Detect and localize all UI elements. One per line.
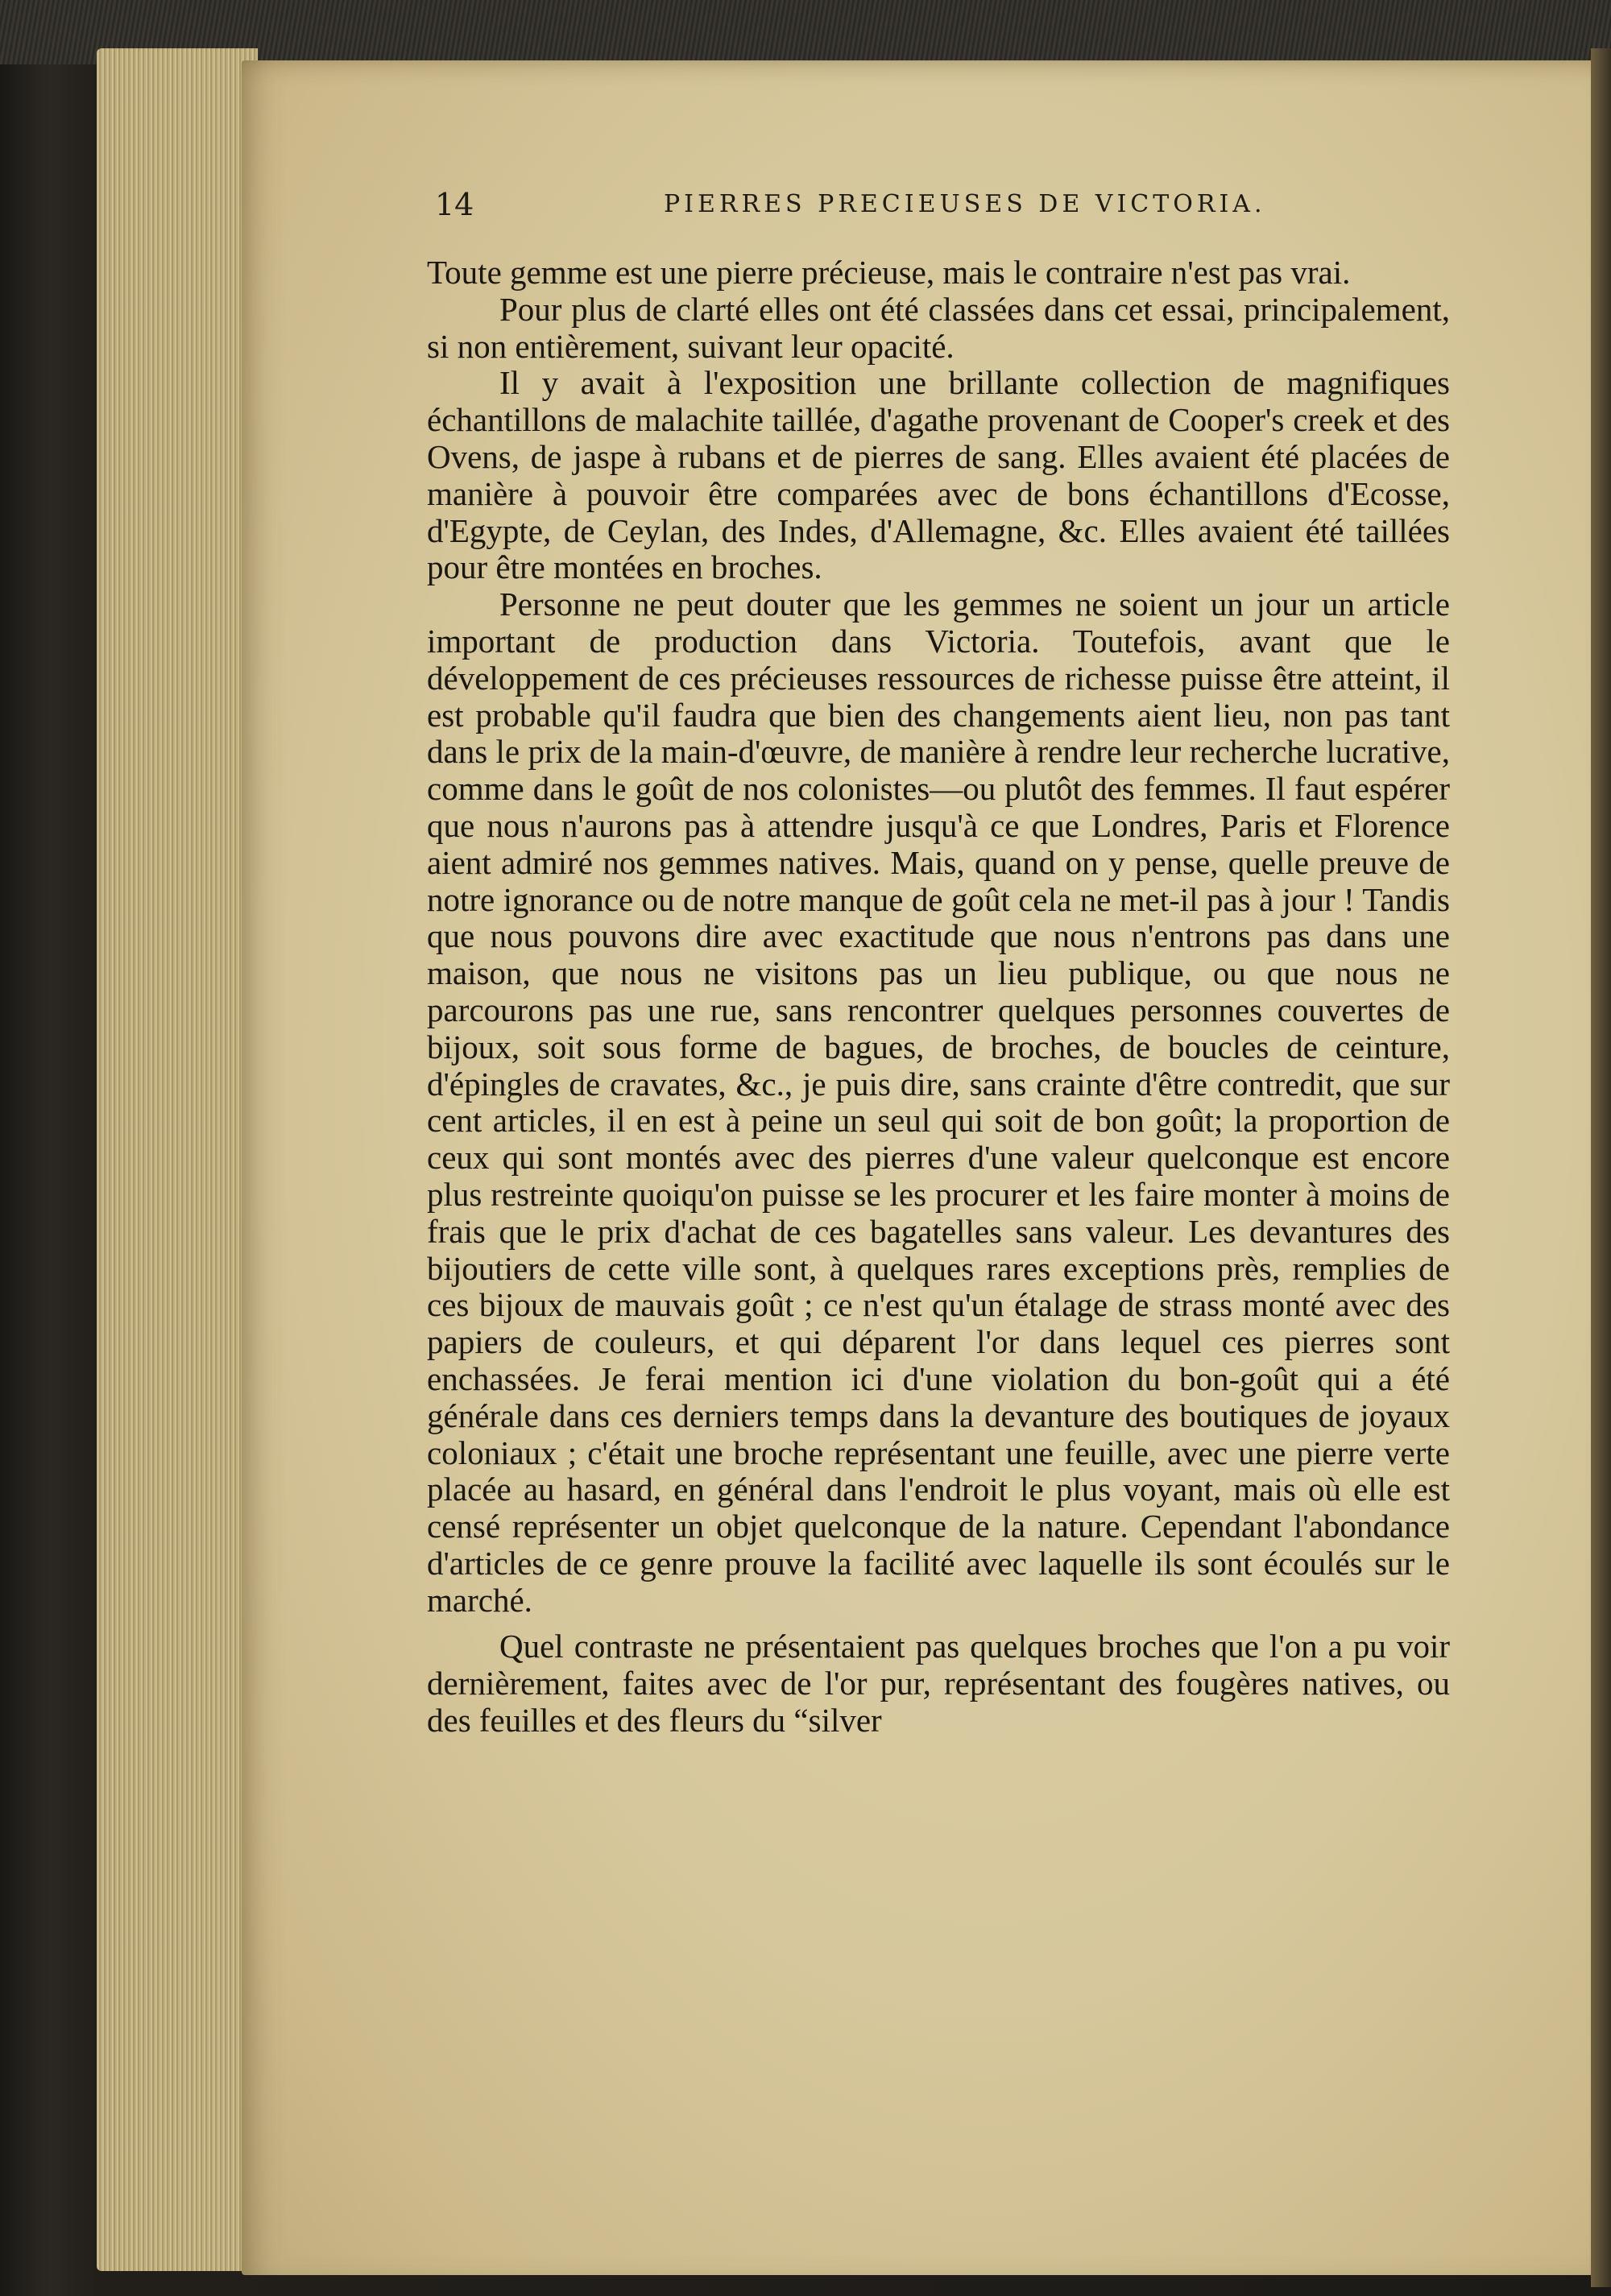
paragraph: Pour plus de clarté elles ont été classées dans cet essai, principalement, si non entièrement, suivant leur opacité. <box>427 290 1450 365</box>
paragraph: Quel contraste ne présentaient pas quelques broches que l'on a pu voir dernièrement, faites avec de l'or pur, représentant des fougères natives, ou des feuilles et des fleurs du “silver <box>427 1628 1450 1740</box>
page-body <box>427 254 1450 1740</box>
page-edges-stack <box>97 48 258 2271</box>
paragraph: Il y avait à l'exposition une brillante collection de magnifiques échantillons de malachite taillée, d'agathe provenant de Cooper's creek et des Ovens, de jaspe à rubans et de pierres de sang. Elles avaient été placées de manière à pouvoir être comparées avec de bons échantillons d'Ecosse, d'Egypte, de Ceylan, des Indes, d'Allemagne, &c. Elles avaient été taillées pour être montées en broches. <box>427 364 1450 586</box>
paragraph: Personne ne peut douter que les gemmes ne soient un jour un article important de production dans Victoria. Toutefois, avant que le développement de ces précieuses ressources de richesse puisse être atteint, il est probable qu'il faudra que bien des changements aient lieu, non pas tant dans le prix de la main-d'œuvre, de manière à rendre leur recherche lucrative, comme dans le goût de nos colonistes—ou plutôt des femmes. Il faut espérer que nous n'aurons pas à attendre jusqu'à ce que Londres, Paris et Florence aient admiré nos gemmes natives. Mais, quand on y pense, quelle preuve de notre ignorance ou de notre manque de goût cela ne met-il pas à jour ! Tandis que nous pouvons dire avec exactitude que nous n'entrons pas dans une maison, que nous ne visitons pas un lieu publique, ou que nous ne parcourons pas une rue, sans rencontrer quelques personnes couvertes de bijoux, soit sous forme de bagues, de broches, de boucles de ceinture, d'épingles de cravates, &c., je puis dire, sans crainte d'être contredit, que sur cent articles, il en est à peine un seul qui soit de bon goût; la proportion de ceux qui sont montés avec des pierres d'une valeur quelconque est encore plus restreinte quoiqu'on puisse se les procurer et les faire monter à moins de frais que le prix d'achat de ces bagatelles sans valeur. Les devantures des bijoutiers de cette ville sont, à quelques rares exceptions près, remplies de ces bijoux de mauvais goût ; ce n'est qu'un étalage de strass monté avec des papiers de couleurs, et qui déparent l'or dans lequel ces pierres sont enchassées. Je ferai mention ici d'une violation du bon-goût qui a été générale dans ces derniers temps dans la devanture des boutiques de joyaux coloniaux ; c'était une broche représentant une feuille, avec une pierre verte placée au hasard, en général dans l'endroit le plus voyant, mais où elle est censé représenter un objet quelconque de la nature. Cependant l'abondance d'articles de ce genre prouve la facilité avec laquelle ils sont écoulés sur le marché. <box>427 585 1450 1619</box>
page-number: 14 <box>435 187 474 222</box>
paragraph: Toute gemme est une pierre précieuse, mais le contraire n'est pas vrai. <box>427 254 1351 291</box>
running-title: PIERRES PRECIEUSES DE VICTORIA. <box>664 190 1266 218</box>
page-header <box>435 187 1450 235</box>
page-right-shadow <box>1591 48 1611 2287</box>
